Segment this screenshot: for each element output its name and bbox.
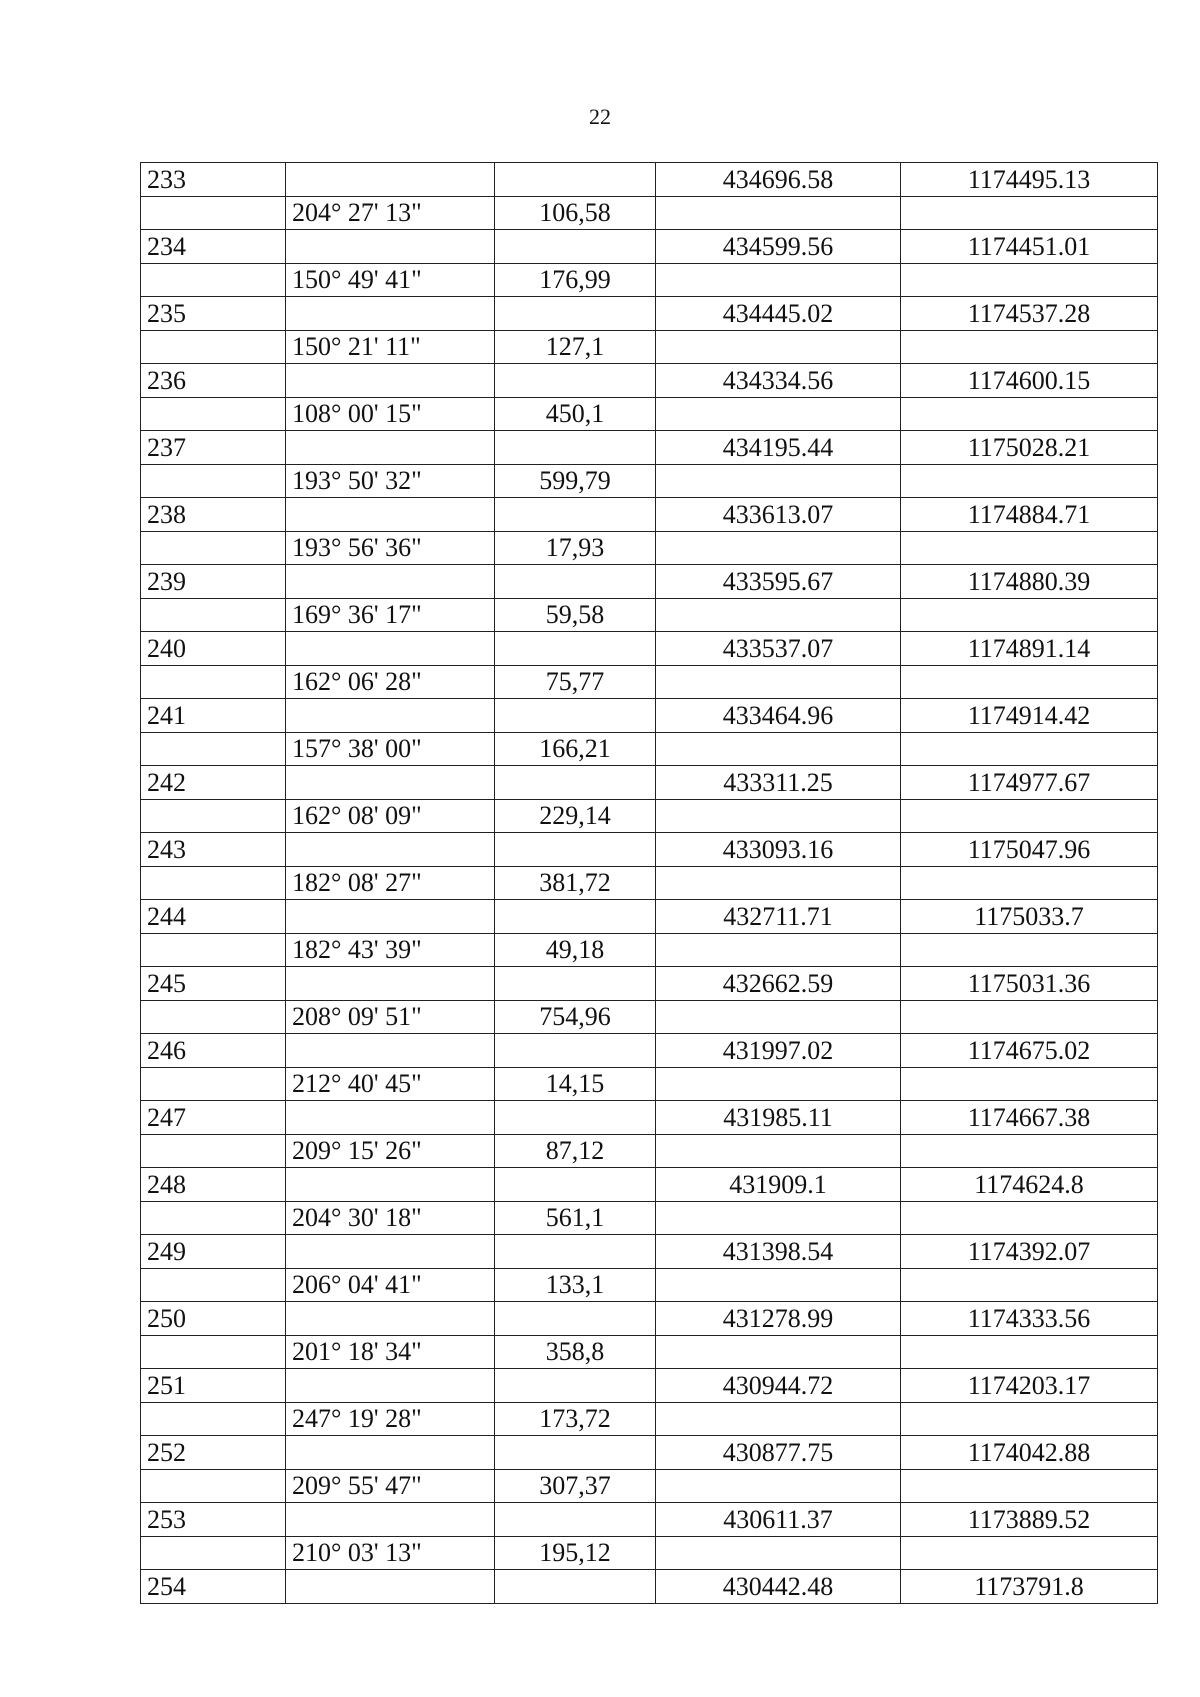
- x-coordinate-cell: [656, 1067, 901, 1101]
- direction-angle-cell: 157° 38' 00": [286, 732, 495, 766]
- y-coordinate-cell: [901, 531, 1158, 565]
- length-cell: [495, 364, 656, 398]
- x-coordinate-cell: [656, 464, 901, 498]
- direction-angle-cell: 169° 36' 17": [286, 598, 495, 632]
- table-row: [141, 297, 1158, 331]
- table-row: [141, 866, 1158, 900]
- length-cell: 166,21: [495, 732, 656, 766]
- direction-angle-cell: 210° 03' 13": [286, 1536, 495, 1570]
- length-cell: 87,12: [495, 1134, 656, 1168]
- length-cell: 49,18: [495, 933, 656, 967]
- table-row: [141, 397, 1158, 431]
- direction-angle-cell: 162° 06' 28": [286, 665, 495, 699]
- length-cell: [495, 1570, 656, 1604]
- x-coordinate-cell: 431398.54: [656, 1235, 901, 1269]
- y-coordinate-cell: 1174675.02: [901, 1034, 1158, 1068]
- point-number-cell: [141, 1201, 286, 1235]
- direction-angle-cell: [286, 1235, 495, 1269]
- point-number-cell: [141, 464, 286, 498]
- y-coordinate-cell: [901, 598, 1158, 632]
- direction-angle-cell: [286, 1436, 495, 1470]
- y-coordinate-cell: 1173889.52: [901, 1503, 1158, 1537]
- x-coordinate-cell: 431997.02: [656, 1034, 901, 1068]
- direction-angle-cell: 206° 04' 41": [286, 1268, 495, 1302]
- length-cell: 106,58: [495, 196, 656, 230]
- table-row: [141, 632, 1158, 666]
- length-cell: [495, 967, 656, 1001]
- table-row: [141, 1268, 1158, 1302]
- direction-angle-cell: [286, 1302, 495, 1336]
- length-cell: 307,37: [495, 1469, 656, 1503]
- direction-angle-cell: 193° 56' 36": [286, 531, 495, 565]
- point-number-cell: [141, 263, 286, 297]
- table-row: [141, 933, 1158, 967]
- direction-angle-cell: [286, 967, 495, 1001]
- x-coordinate-cell: 430877.75: [656, 1436, 901, 1470]
- point-number-cell: [141, 531, 286, 565]
- direction-angle-cell: 182° 08' 27": [286, 866, 495, 900]
- table-row: [141, 1034, 1158, 1068]
- table-row: [141, 1067, 1158, 1101]
- length-cell: [495, 1235, 656, 1269]
- y-coordinate-cell: 1174537.28: [901, 297, 1158, 331]
- direction-angle-cell: [286, 565, 495, 599]
- x-coordinate-cell: [656, 1268, 901, 1302]
- point-number-cell: [141, 196, 286, 230]
- x-coordinate-cell: [656, 397, 901, 431]
- point-number-cell: 234: [141, 230, 286, 264]
- table-row: [141, 263, 1158, 297]
- y-coordinate-cell: [901, 1335, 1158, 1369]
- direction-angle-cell: 108° 00' 15": [286, 397, 495, 431]
- y-coordinate-cell: [901, 1268, 1158, 1302]
- length-cell: [495, 1302, 656, 1336]
- x-coordinate-cell: 430944.72: [656, 1369, 901, 1403]
- y-coordinate-cell: 1175033.7: [901, 900, 1158, 934]
- x-coordinate-cell: [656, 1402, 901, 1436]
- table-row: [141, 1302, 1158, 1336]
- table-row: [141, 431, 1158, 465]
- x-coordinate-cell: 434696.58: [656, 163, 901, 197]
- direction-angle-cell: 212° 40' 45": [286, 1067, 495, 1101]
- length-cell: 127,1: [495, 330, 656, 364]
- direction-angle-cell: [286, 1168, 495, 1202]
- direction-angle-cell: 201° 18' 34": [286, 1335, 495, 1369]
- point-number-cell: 249: [141, 1235, 286, 1269]
- point-number-cell: 236: [141, 364, 286, 398]
- point-number-cell: [141, 933, 286, 967]
- point-number-cell: 242: [141, 766, 286, 800]
- direction-angle-cell: 209° 15' 26": [286, 1134, 495, 1168]
- y-coordinate-cell: [901, 397, 1158, 431]
- table-row: [141, 1469, 1158, 1503]
- x-coordinate-cell: [656, 1134, 901, 1168]
- x-coordinate-cell: [656, 665, 901, 699]
- direction-angle-cell: [286, 364, 495, 398]
- direction-angle-cell: 247° 19' 28": [286, 1402, 495, 1436]
- y-coordinate-cell: 1174880.39: [901, 565, 1158, 599]
- point-number-cell: 233: [141, 163, 286, 197]
- table-row: [141, 967, 1158, 1001]
- length-cell: 133,1: [495, 1268, 656, 1302]
- direction-angle-cell: [286, 498, 495, 532]
- direction-angle-cell: [286, 833, 495, 867]
- length-cell: [495, 1168, 656, 1202]
- y-coordinate-cell: 1174624.8: [901, 1168, 1158, 1202]
- table-row: [141, 799, 1158, 833]
- x-coordinate-cell: 433537.07: [656, 632, 901, 666]
- y-coordinate-cell: [901, 1067, 1158, 1101]
- y-coordinate-cell: [901, 330, 1158, 364]
- table-row: [141, 565, 1158, 599]
- table-row: [141, 665, 1158, 699]
- x-coordinate-cell: 430442.48: [656, 1570, 901, 1604]
- direction-angle-cell: [286, 297, 495, 331]
- direction-angle-cell: [286, 1034, 495, 1068]
- table-row: [141, 1369, 1158, 1403]
- y-coordinate-cell: [901, 1000, 1158, 1034]
- length-cell: 599,79: [495, 464, 656, 498]
- length-cell: [495, 297, 656, 331]
- length-cell: [495, 565, 656, 599]
- point-number-cell: 253: [141, 1503, 286, 1537]
- length-cell: [495, 1034, 656, 1068]
- point-number-cell: 246: [141, 1034, 286, 1068]
- y-coordinate-cell: 1175047.96: [901, 833, 1158, 867]
- length-cell: [495, 1369, 656, 1403]
- point-number-cell: 238: [141, 498, 286, 532]
- point-number-cell: [141, 665, 286, 699]
- table-row: [141, 732, 1158, 766]
- direction-angle-cell: [286, 431, 495, 465]
- table-row: [141, 1134, 1158, 1168]
- length-cell: [495, 766, 656, 800]
- y-coordinate-cell: [901, 933, 1158, 967]
- direction-angle-cell: 209° 55' 47": [286, 1469, 495, 1503]
- point-number-cell: 254: [141, 1570, 286, 1604]
- point-number-cell: 240: [141, 632, 286, 666]
- point-number-cell: 239: [141, 565, 286, 599]
- x-coordinate-cell: 431278.99: [656, 1302, 901, 1336]
- point-number-cell: 237: [141, 431, 286, 465]
- x-coordinate-cell: 432711.71: [656, 900, 901, 934]
- x-coordinate-cell: [656, 531, 901, 565]
- x-coordinate-cell: [656, 799, 901, 833]
- table-row: [141, 833, 1158, 867]
- y-coordinate-cell: 1175028.21: [901, 431, 1158, 465]
- direction-angle-cell: [286, 900, 495, 934]
- length-cell: [495, 699, 656, 733]
- x-coordinate-cell: [656, 1335, 901, 1369]
- table-row: [141, 699, 1158, 733]
- direction-angle-cell: 150° 21' 11": [286, 330, 495, 364]
- x-coordinate-cell: [656, 598, 901, 632]
- point-number-cell: 250: [141, 1302, 286, 1336]
- page-number: 22: [589, 104, 611, 129]
- direction-angle-cell: 204° 27' 13": [286, 196, 495, 230]
- table-row: [141, 498, 1158, 532]
- x-coordinate-cell: [656, 933, 901, 967]
- point-number-cell: [141, 1000, 286, 1034]
- x-coordinate-cell: [656, 330, 901, 364]
- y-coordinate-cell: [901, 263, 1158, 297]
- point-number-cell: 248: [141, 1168, 286, 1202]
- y-coordinate-cell: [901, 1134, 1158, 1168]
- table-row: [141, 1570, 1158, 1604]
- x-coordinate-cell: [656, 866, 901, 900]
- table-row: [141, 531, 1158, 565]
- length-cell: 75,77: [495, 665, 656, 699]
- x-coordinate-cell: [656, 732, 901, 766]
- table-row: [141, 330, 1158, 364]
- table-row: [141, 900, 1158, 934]
- length-cell: 358,8: [495, 1335, 656, 1369]
- y-coordinate-cell: [901, 732, 1158, 766]
- point-number-cell: [141, 866, 286, 900]
- direction-angle-cell: 193° 50' 32": [286, 464, 495, 498]
- direction-angle-cell: [286, 163, 495, 197]
- x-coordinate-cell: 434334.56: [656, 364, 901, 398]
- y-coordinate-cell: [901, 464, 1158, 498]
- point-number-cell: [141, 397, 286, 431]
- point-number-cell: [141, 1402, 286, 1436]
- length-cell: 176,99: [495, 263, 656, 297]
- x-coordinate-cell: 433311.25: [656, 766, 901, 800]
- table-row: [141, 766, 1158, 800]
- y-coordinate-cell: 1174884.71: [901, 498, 1158, 532]
- length-cell: [495, 431, 656, 465]
- length-cell: 229,14: [495, 799, 656, 833]
- table-row: [141, 364, 1158, 398]
- length-cell: [495, 498, 656, 532]
- length-cell: 173,72: [495, 1402, 656, 1436]
- x-coordinate-cell: 431985.11: [656, 1101, 901, 1135]
- point-number-cell: [141, 1469, 286, 1503]
- direction-angle-cell: 208° 09' 51": [286, 1000, 495, 1034]
- y-coordinate-cell: 1174495.13: [901, 163, 1158, 197]
- x-coordinate-cell: 433464.96: [656, 699, 901, 733]
- point-number-cell: 243: [141, 833, 286, 867]
- y-coordinate-cell: 1174392.07: [901, 1235, 1158, 1269]
- point-number-cell: 247: [141, 1101, 286, 1135]
- coordinates-table: [140, 162, 1158, 1604]
- direction-angle-cell: [286, 230, 495, 264]
- y-coordinate-cell: [901, 665, 1158, 699]
- y-coordinate-cell: 1173791.8: [901, 1570, 1158, 1604]
- y-coordinate-cell: 1174203.17: [901, 1369, 1158, 1403]
- length-cell: [495, 163, 656, 197]
- length-cell: 381,72: [495, 866, 656, 900]
- y-coordinate-cell: 1174977.67: [901, 766, 1158, 800]
- table-row: [141, 1235, 1158, 1269]
- direction-angle-cell: 150° 49' 41": [286, 263, 495, 297]
- point-number-cell: 235: [141, 297, 286, 331]
- table-row: [141, 1436, 1158, 1470]
- y-coordinate-cell: 1174914.42: [901, 699, 1158, 733]
- length-cell: 59,58: [495, 598, 656, 632]
- x-coordinate-cell: [656, 1201, 901, 1235]
- x-coordinate-cell: [656, 1536, 901, 1570]
- direction-angle-cell: 182° 43' 39": [286, 933, 495, 967]
- y-coordinate-cell: [901, 866, 1158, 900]
- y-coordinate-cell: [901, 1402, 1158, 1436]
- table-row: [141, 1503, 1158, 1537]
- y-coordinate-cell: 1175031.36: [901, 967, 1158, 1001]
- length-cell: [495, 632, 656, 666]
- y-coordinate-cell: [901, 1469, 1158, 1503]
- length-cell: [495, 1436, 656, 1470]
- point-number-cell: [141, 1067, 286, 1101]
- x-coordinate-cell: 430611.37: [656, 1503, 901, 1537]
- point-number-cell: [141, 1335, 286, 1369]
- point-number-cell: [141, 1536, 286, 1570]
- y-coordinate-cell: 1174451.01: [901, 230, 1158, 264]
- x-coordinate-cell: [656, 196, 901, 230]
- table-row: [141, 1402, 1158, 1436]
- table-row: [141, 598, 1158, 632]
- y-coordinate-cell: [901, 1536, 1158, 1570]
- direction-angle-cell: [286, 1570, 495, 1604]
- direction-angle-cell: [286, 632, 495, 666]
- x-coordinate-cell: 432662.59: [656, 967, 901, 1001]
- direction-angle-cell: 162° 08' 09": [286, 799, 495, 833]
- direction-angle-cell: [286, 766, 495, 800]
- length-cell: [495, 833, 656, 867]
- direction-angle-cell: [286, 699, 495, 733]
- table-row: [141, 1201, 1158, 1235]
- x-coordinate-cell: [656, 263, 901, 297]
- table-row: [141, 196, 1158, 230]
- y-coordinate-cell: [901, 1201, 1158, 1235]
- y-coordinate-cell: 1174042.88: [901, 1436, 1158, 1470]
- x-coordinate-cell: 433093.16: [656, 833, 901, 867]
- table-row: [141, 163, 1158, 197]
- x-coordinate-cell: 434445.02: [656, 297, 901, 331]
- x-coordinate-cell: [656, 1469, 901, 1503]
- point-number-cell: [141, 330, 286, 364]
- direction-angle-cell: [286, 1503, 495, 1537]
- point-number-cell: 244: [141, 900, 286, 934]
- x-coordinate-cell: 433595.67: [656, 565, 901, 599]
- length-cell: [495, 1101, 656, 1135]
- point-number-cell: [141, 732, 286, 766]
- coordinates-table-body: [141, 163, 1158, 1604]
- y-coordinate-cell: 1174600.15: [901, 364, 1158, 398]
- point-number-cell: [141, 598, 286, 632]
- y-coordinate-cell: 1174333.56: [901, 1302, 1158, 1336]
- y-coordinate-cell: 1174891.14: [901, 632, 1158, 666]
- point-number-cell: 251: [141, 1369, 286, 1403]
- x-coordinate-cell: 434195.44: [656, 431, 901, 465]
- y-coordinate-cell: [901, 799, 1158, 833]
- direction-angle-cell: 204° 30' 18": [286, 1201, 495, 1235]
- x-coordinate-cell: 431909.1: [656, 1168, 901, 1202]
- direction-angle-cell: [286, 1369, 495, 1403]
- length-cell: 561,1: [495, 1201, 656, 1235]
- length-cell: 17,93: [495, 531, 656, 565]
- table-row: [141, 1000, 1158, 1034]
- length-cell: [495, 230, 656, 264]
- x-coordinate-cell: 433613.07: [656, 498, 901, 532]
- x-coordinate-cell: 434599.56: [656, 230, 901, 264]
- x-coordinate-cell: [656, 1000, 901, 1034]
- table-row: [141, 230, 1158, 264]
- y-coordinate-cell: 1174667.38: [901, 1101, 1158, 1135]
- point-number-cell: 241: [141, 699, 286, 733]
- table-row: [141, 1536, 1158, 1570]
- point-number-cell: 245: [141, 967, 286, 1001]
- table-row: [141, 1335, 1158, 1369]
- length-cell: 195,12: [495, 1536, 656, 1570]
- y-coordinate-cell: [901, 196, 1158, 230]
- length-cell: [495, 1503, 656, 1537]
- direction-angle-cell: [286, 1101, 495, 1135]
- table-row: [141, 1168, 1158, 1202]
- point-number-cell: 252: [141, 1436, 286, 1470]
- point-number-cell: [141, 1134, 286, 1168]
- table-row: [141, 1101, 1158, 1135]
- point-number-cell: [141, 1268, 286, 1302]
- length-cell: 754,96: [495, 1000, 656, 1034]
- length-cell: 14,15: [495, 1067, 656, 1101]
- length-cell: 450,1: [495, 397, 656, 431]
- table-row: [141, 464, 1158, 498]
- point-number-cell: [141, 799, 286, 833]
- length-cell: [495, 900, 656, 934]
